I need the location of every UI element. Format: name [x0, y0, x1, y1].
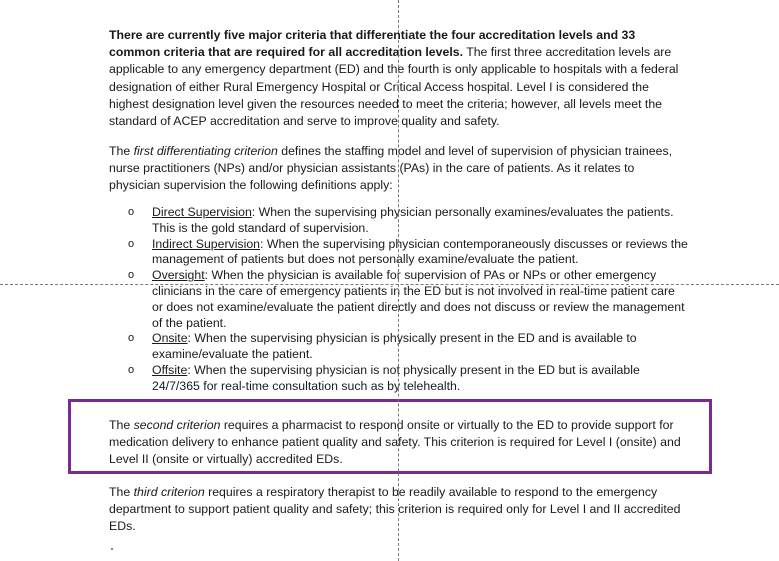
paragraph-first-criterion [109, 143, 689, 195]
definition-term: Indirect Supervision [152, 236, 260, 251]
paragraph-third-criterion [109, 484, 689, 536]
paragraph-text: requires a respiratory therapist to be readily available to respond to the emergency department to support patient quality and safety; this criterion is required only for Level I and II accredited EDs. [109, 485, 681, 534]
definition-text: : When the supervising physician is physically present in the ED and is available to examine/evaluate the patient. [152, 331, 637, 362]
paragraph-text-pre: The [109, 144, 134, 158]
highlight-box [68, 399, 712, 474]
list-item [128, 363, 688, 395]
list-item [128, 331, 688, 363]
definition-term: Oversight [152, 268, 205, 283]
bullet-icon: o [128, 332, 135, 345]
definition-term: Onsite [152, 331, 188, 346]
definition-text: : When the physician is available for supervision of PAs or NPs or other emergency clinicians in the care of emergency patients in the ED but is not involved in real-time patient care or does not examine/evaluate the patient directly and does not discuss or review the management of the patient. [152, 268, 685, 330]
paragraph-text: defines the staffing model and level of supervision of physician trainees, nurse practitioners (NPs) and/or physician assistants (PAs) in the care of patients. As it relates to physician supervision the following definitions apply: [109, 144, 673, 193]
criterion-name: first differentiating criterion [133, 144, 278, 158]
paragraph-text-pre: The [109, 418, 134, 432]
definition-text: : When the supervising physician is not physically present in the ED but is available 24/7/365 for real-time consultation such as by telehealth. [152, 362, 640, 393]
cursor-mark [111, 548, 113, 550]
list-item [128, 268, 688, 331]
criterion-name: third criterion [133, 485, 205, 499]
list-item [128, 237, 688, 269]
bullet-icon: o [128, 237, 135, 250]
paragraph-text: The first three accreditation levels are applicable to any emergency department (ED) and the fourth is only applicable to hospitals with a federal designation of either Rural Emergency Hospital or Critical Access hospital. Level I is considered the highest designation level given the resources needed to meet the criteria; however, all levels meet the standard of ACEP accreditation and serve to improve quality and safety. [109, 45, 679, 129]
supervision-definitions-list [128, 205, 688, 395]
horizontal-guide-line [0, 284, 779, 285]
definition-term: Offsite [152, 362, 188, 377]
bullet-icon: o [128, 269, 135, 282]
definition-text: : When the supervising physician personally examines/evaluates the patients. This is the gold standard of supervision. [152, 205, 674, 235]
paragraph-accreditation-overview [109, 27, 689, 130]
bullet-icon: o [128, 206, 135, 218]
definition-text: : When the supervising physician contemporaneously discusses or reviews the management of patients but does not personally examine/evaluate the patient. [152, 236, 688, 267]
paragraph-bold-lead: There are currently five major criteria that differentiate the four accreditation levels and 33 common criteria that are required for all accreditation levels. [109, 28, 636, 60]
paragraph-text-pre: The [109, 485, 134, 499]
list-item [128, 205, 688, 237]
vertical-guide-line [398, 0, 399, 561]
criterion-name: second criterion [133, 418, 221, 432]
definition-term: Direct Supervision [152, 205, 252, 219]
bullet-icon: o [128, 363, 135, 376]
paragraph-text: requires a pharmacist to respond onsite or virtually to the ED to provide support for medication delivery to enhance patient quality and safety. This criterion is required for Level I (onsite) and Level II (onsite or virtually) accredited EDs. [109, 418, 681, 467]
